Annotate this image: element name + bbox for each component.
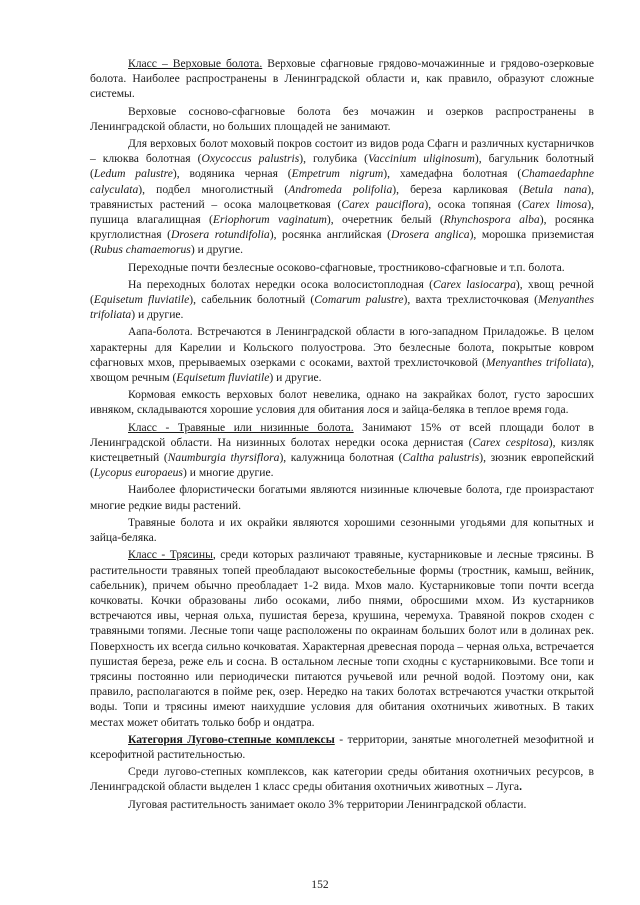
latin-species-name: Carex lasiocarpa xyxy=(433,277,516,291)
class-heading: Категория Лугово-степные комплексы xyxy=(128,732,335,746)
text-run: ), кизляк кистецветный ( xyxy=(90,435,594,465)
paragraph-forage-capacity xyxy=(90,387,594,417)
page-number: 152 xyxy=(311,878,329,891)
paragraph-lowland-bogs xyxy=(90,420,594,481)
text-run: ), пушица влагалищная ( xyxy=(90,197,594,227)
text-run: ), багульник болотный ( xyxy=(90,152,594,181)
text-run: ), хвощ речной ( xyxy=(90,277,594,307)
text-run: Наиболее флористически богатыми являются низинные ключевые болота, где произрастают многие редкие виды растений. xyxy=(90,483,594,512)
text-run: ), очеретник белый ( xyxy=(326,213,444,227)
latin-species-name: Drosera rotundifolia xyxy=(170,228,270,242)
text-run: На переходных болотах нередки осока волосистоплодная ( xyxy=(128,277,434,291)
text-run: Верховые сфагновые грядово-мочажинные и грядово-озерковые болота. Наиболее распространены в Ленинградской области и, как правило, образуют сложные системы. xyxy=(90,57,594,101)
latin-species-name: Eriophorum vaginatum xyxy=(212,213,327,227)
text-run: ), водяника черная ( xyxy=(172,167,292,181)
paragraph-transitional-bog-flora xyxy=(90,277,594,323)
text-run: ), калужница болотная ( xyxy=(279,451,403,465)
latin-species-name: Naumburgia thyrsiflora xyxy=(167,451,280,465)
text-run: ), осока топяная ( xyxy=(424,197,522,211)
text-run: Среди лугово-степных комплексов, как категории среды обитания охотничьих ресурсов, в Ленинградской области выделен 1 класс среды обитания охотничьих животных – Луга xyxy=(90,765,594,794)
latin-species-name: Vaccinium uliginosum xyxy=(368,152,475,166)
text-run: Занимают 15% от всей площади болот в Ленинградской области. На низинных болотах нередки осока дернистая ( xyxy=(90,420,594,449)
paragraph-grass-bog-edges xyxy=(90,515,594,545)
latin-species-name: Rubus chamaemorus xyxy=(93,243,191,257)
text-run: ), береза карликовая ( xyxy=(392,182,523,196)
text-run: ), хвощом речным ( xyxy=(90,355,594,385)
text-run: ), голубика ( xyxy=(299,152,369,166)
text-run: Травяные болота и их окрайки являются хорошими сезонными угодьями для копытных и зайца-беляка. xyxy=(90,515,594,545)
paragraph-pine-sphagnum-bogs xyxy=(90,104,594,134)
paragraph-transitional-bogs xyxy=(90,260,594,275)
paragraph-aapa-bogs xyxy=(90,324,594,385)
text-run: Для верховых болот моховый покров состоит из видов рода Сфагн и различных кустарничков – клюква болотная ( xyxy=(90,137,594,166)
paragraph-upland-bogs xyxy=(90,56,594,102)
text-run: Луговая растительность занимает около 3% территории Ленинградской области. xyxy=(128,797,527,811)
text-run: ), росянка английская ( xyxy=(269,228,391,242)
latin-species-name: Empetrum nigrum xyxy=(291,167,384,181)
latin-species-name: Equisetum fluviatile xyxy=(93,293,190,307)
latin-species-name: Rhynchospora alba xyxy=(443,213,540,227)
text-run: ), сабельник болотный ( xyxy=(189,293,315,307)
text-run: ), росянка круглолистная ( xyxy=(90,213,594,242)
text-run: Переходные почти безлесные осоково-сфагновые, тростниково-сфагновые и т.п. болота. xyxy=(128,260,565,274)
text-run: - территории, занятые многолетней мезофитной и ксерофитной растительностью. xyxy=(90,732,594,761)
text-run: Кормовая емкость верховых болот невелика, однако на закрайках болот, густо заросших ивняком, складываются хорошие условия для обитания лося и зайца-беляка в теплое время года. xyxy=(90,388,594,417)
text-run: , среди которых различают травяные, кустарниковые и лесные трясины. В растительности травяных топей преобладают высокостебельные формы (тростник, камыш, вейник, сабельник), причем обычно преобладает 1-2 вида. Мхов мало. Кустарниковые топи почти всегда кочковаты. Кочки образованы либо осоками, либо пнями, обросшими мхом. Из кустарников встречаются ивы, черная ольха, пушистая береза, крушина, черемуха. Травяной покров сходен с травяными топями. Лесные топи чаще расположены по окраинам больших болот или в долинах рек. Поверхность их всегда сильно кочковатая. Характерная древесная порода – черная ольха, встречается пушистая береза, реже ель и сосна. В остальном лесные топи сходны с кустарниковыми. Все топи и трясины постоянно или периодически питаются ручьевой или речной водой. Поэтому они, как правило, располагаются в пойме рек, озер. Нередко на таких болотах встречаются участки открытой воды. Топи и трясины имеют наихудшие условия для обитания охотничьих животных. В таких местах может обитать только бобр и ондатра. xyxy=(90,548,594,729)
text-run: ) и другие. xyxy=(269,371,322,385)
text-run: ), хамедафна болотная ( xyxy=(383,167,522,181)
latin-species-name: Chamaedaphne calyculata xyxy=(90,167,594,196)
paragraph-meadow-share xyxy=(90,797,594,812)
latin-species-name: Oxycoccus palustris xyxy=(201,152,300,166)
text-run: ), подбел многолистный ( xyxy=(138,182,289,196)
paragraph-meadow-class xyxy=(90,764,594,794)
latin-species-name: Drosera anglica xyxy=(391,228,470,242)
paragraph-meadow-steppe-category xyxy=(90,732,594,762)
latin-species-name: Menyanthes trifoliata xyxy=(485,355,588,369)
text-run: ) и многие другие. xyxy=(182,466,274,480)
paragraph-quagmires xyxy=(90,547,594,729)
latin-species-name: Andromeda polifolia xyxy=(288,182,393,196)
text-run: ) и другие. xyxy=(131,308,184,322)
class-heading: Класс - Травяные или низинные болота. xyxy=(128,420,354,434)
text-run: Верховые сосново-сфагновые болота без мочажин и озерков распространены в Ленинградской области, но больших площадей не занимают. xyxy=(90,104,594,133)
latin-species-name: Caltha palustris xyxy=(402,451,480,465)
text-run: ), травянистых растений – осока малоцветковая ( xyxy=(90,182,594,211)
class-heading: Класс – Верховые болота. xyxy=(128,57,263,70)
text-run: ), морошка приземистая ( xyxy=(90,228,594,257)
latin-species-name: Carex limosa xyxy=(521,197,588,211)
latin-species-name: Lycopus europaeus xyxy=(93,466,183,480)
latin-species-name: Betula nana xyxy=(522,182,588,196)
text-run: Аапа-болота. Встречаются в Ленинградской области в юго-западном Приладожье. В целом характерны для Карелии и Кольского полуострова. Это безлесные болота, покрытые ковром сфагновых мхов, прерываемых озерками с осоками, вахтой трехлисточковой ( xyxy=(90,325,594,369)
paragraph-spring-fens xyxy=(90,482,594,512)
text-run: ) и другие. xyxy=(190,243,244,257)
text-run: ), зюзник европейский ( xyxy=(90,451,595,480)
body-text xyxy=(90,56,594,812)
latin-species-name: Equisetum fluviatile xyxy=(176,371,270,385)
class-heading: Класс - Трясины xyxy=(128,548,213,562)
latin-species-name: Ledum palustre xyxy=(93,167,173,181)
bold-text: . xyxy=(519,780,522,794)
latin-species-name: Carex pauciflora xyxy=(341,197,425,211)
latin-species-name: Comarum palustre xyxy=(314,293,404,307)
latin-species-name: Menyanthes trifoliata xyxy=(90,293,595,322)
latin-species-name: Carex cespitosa xyxy=(472,435,549,449)
text-run: ), вахта трехлисточковая ( xyxy=(403,293,538,307)
paragraph-upland-bog-flora xyxy=(90,136,594,258)
